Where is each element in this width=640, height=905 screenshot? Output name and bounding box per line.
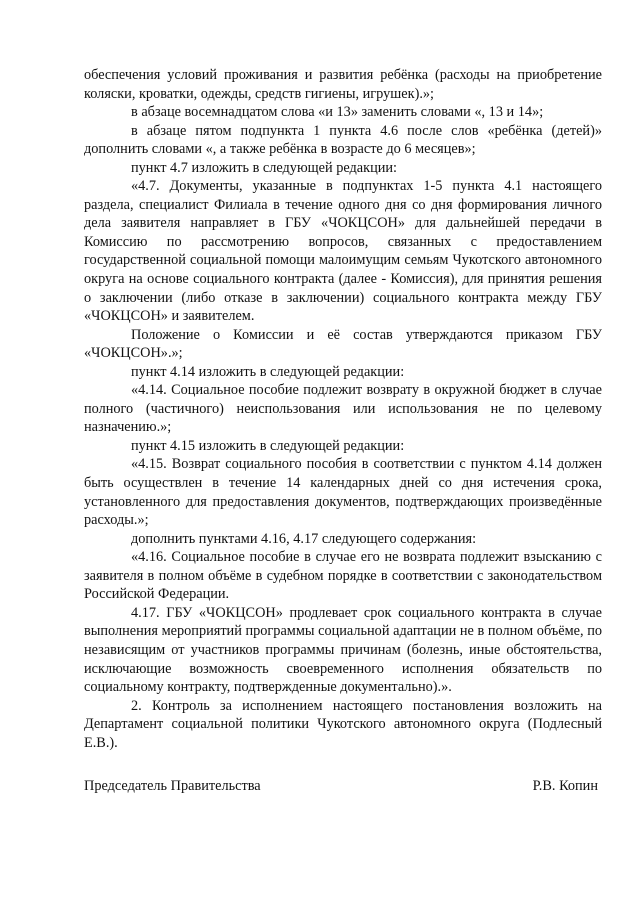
document-body (84, 66, 602, 752)
signatory-name: Р.В. Копин (532, 778, 598, 794)
paragraph: пункт 4.14 изложить в следующей редакции: (131, 363, 405, 380)
paragraph: дополнить пунктами 4.16, 4.17 следующего содержания: (131, 530, 477, 547)
paragraph: Положение о Комиссии и её состав утверждаются приказом ГБУ «ЧОКЦСОН».»; (84, 326, 602, 362)
paragraph: обеспечения условий проживания и развития ребёнка (расходы на приобретение коляски, кроватки, одежды, средств гигиены, игрушек).»; (84, 67, 602, 102)
paragraph: 2. Контроль за исполнением настоящего постановления возложить на Департамент социальной политики Чукотского автономного округа (Подлесный Е.В.). (84, 697, 602, 751)
paragraph: 4.17. ГБУ «ЧОКЦСОН» продлевает срок социального контракта в случае выполнения мероприятий программы социальной адаптации не в полном объёме, по независящим от участников программы причинам (болезнь, иные обстоятельства, исключающие возможность своевременного исполнения обязательств по социальному контракту, подтвержденные документально).». (84, 604, 602, 696)
signatory-title: Председатель Правительства (84, 778, 261, 794)
signature-block (84, 777, 598, 795)
paragraph: в абзаце пятом подпункта 1 пункта 4.6 после слов «ребёнка (детей)» дополнить словами «, а также ребёнка в возрасте до 6 месяцев»; (84, 122, 602, 158)
paragraph: «4.16. Социальное пособие в случае его не возврата подлежит взысканию с заявителя в полном объёме в судебном порядке в соответствии с законодательством Российской Федерации. (84, 549, 602, 603)
paragraph: «4.15. Возврат социального пособия в соответствии с пунктом 4.14 должен быть осуществлен в течение 14 календарных дней со дня истечения срока, установленного для предоставления документов, подтверждающих произведённые расходы.»; (84, 456, 602, 529)
paragraph: «4.7. Документы, указанные в подпунктах 1-5 пункта 4.1 настоящего раздела, специалист Филиала в течение одного дня со дня формирования личного дела заявителя направляет в ГБУ «ЧОКЦСОН» для дальнейшей передачи в Комиссию по рассмотрению вопросов, связанных с предоставлением государственной социальной помощи малоимущим семьям Чукотского автономного округа на основе социального контракта (далее - Комиссия), для принятия решения о заключении (либо отказе в заключении) социального контракта между ГБУ «ЧОКЦСОН» и заявителем. (84, 178, 602, 325)
paragraph: пункт 4.15 изложить в следующей редакции: (131, 437, 405, 454)
paragraph: в абзаце восемнадцатом слова «и 13» заменить словами «, 13 и 14»; (131, 104, 544, 121)
paragraph: «4.14. Социальное пособие подлежит возврату в окружной бюджет в случае полного (частичного) неиспользования или использования не по целевому назначению.»; (84, 382, 602, 436)
paragraph: пункт 4.7 изложить в следующей редакции: (131, 159, 398, 176)
